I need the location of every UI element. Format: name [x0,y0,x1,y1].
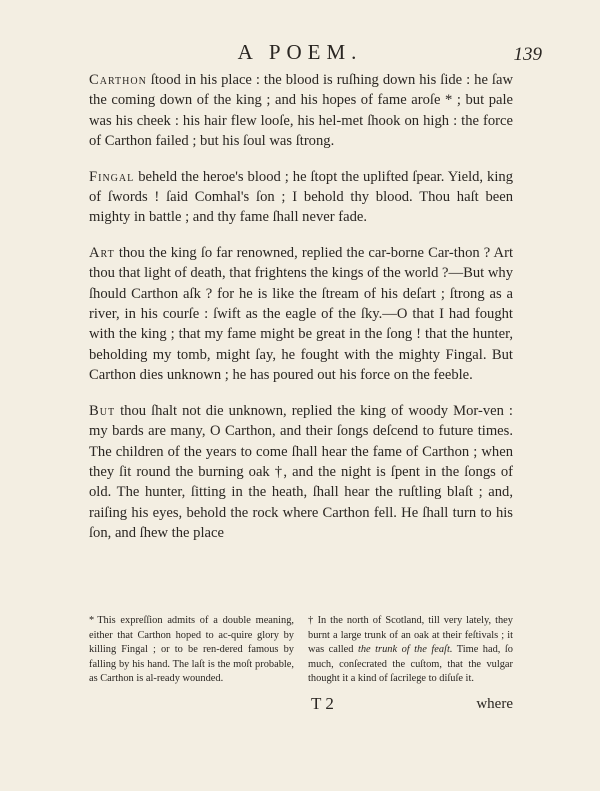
paragraph-text: thou the king ſo far renowned, replied the car-borne Car-thon ? Art thou that light of death, that frightens the kings of the world ?—But why ſhould Carthon aſk ? for he is like the ſtream of his deſart ; ſtrong as a river, in his courſe : ſwift as the eagle of the ſky.—O that I had fought with the king ; that my fame might be great in the ſong ! that the hunter, beholding my tomb, might ſay, he fought with the mighty Fingal. But Carthon dies unknown ; he has poured out his force on the feeble. [89,244,513,384]
paragraph [89,167,513,228]
footnote-right [308,614,513,687]
page-number: 139 [513,44,542,65]
page-header [0,36,600,66]
footnote-symbol: † [308,615,315,626]
paragraph-text: ſtood in his place : the blood is ruſhing down his ſide : he ſaw the coming down of the king ; and his hopes of fame aroſe * ; but pale was his cheek : his hair flew looſe, his hel-met ſhook on high : the force of Carthon failed ; but his ſoul was ſtrong. [89,72,513,150]
footnote-text-end: Time had, ſo much, conſecrated the cuſtom, that the vulgar thought it a kind of ſacrilege to diſuſe it. [308,644,513,684]
paragraph-text: beheld the heroe's blood ; he ſtopt the uplifted ſpear. Yield, king of ſwords ! ſaid Comhal's ſon ; I behold thy blood. Thou haſt been mighty in battle ; and thy fame ſhall never fade. [89,168,513,226]
signature-mark: T 2 [311,694,334,713]
paragraph-text: thou ſhalt not die unknown, replied the king of woody Mor-ven : my bards are many, O Carthon, and their ſongs deſcend to future times. The children of the years to come ſhall hear the fame of Carthon ; when they ſit round the burning oak †, and the night is ſpent in the ſongs of old. The hunter, ſitting in the heath, ſhall hear the ruſtling blaſt ; and, raiſing his eyes, behold the rock where Carthon fell. He ſhall turn to his ſon, and ſhew the place [89,402,513,542]
catchword: where [476,696,513,712]
paragraph-lead-word: Art [89,244,115,261]
running-title: A POEM. [237,40,363,64]
paragraph [89,70,513,152]
paragraph-lead-word: Fingal [89,168,135,185]
paragraph-lead-word: But [89,402,116,419]
paragraph [89,243,513,386]
footnotes [89,614,513,687]
footnote-text: In the north of Scotland, till very lately, they burnt a large trunk of an oak at their feſtivals ; it was called [308,615,513,655]
page-footer [89,694,513,716]
footnote-left [89,614,294,687]
paragraph-lead-word: Carthon [89,72,147,88]
footnote-symbol: * [89,615,95,626]
footnote-text: This expreſſion admits of a double meaning, either that Carthon hoped to ac-quire glory by killing Fingal ; or to be ren-dered famous by falling by his hand. The laſt is the moſt probable, as Carthon is al-ready wounded. [89,615,294,684]
footnote-italic-text: the trunk of the feaſt. [357,644,453,655]
paragraph [89,401,513,544]
main-text [89,70,513,559]
